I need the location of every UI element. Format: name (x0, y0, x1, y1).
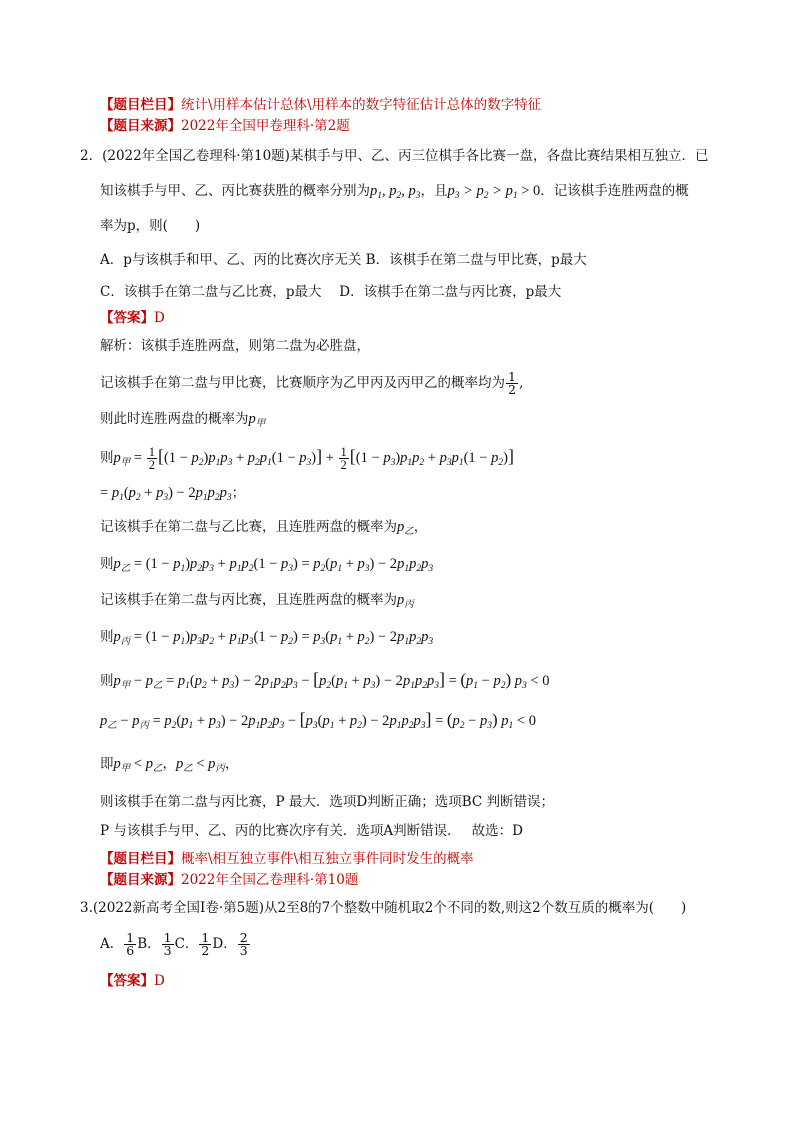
q3-options: A． $\frac{1}{6}$ B． $\frac{1}{3}$ C． $\frac{1}{2}$ D． $\frac{2}{3}$ (100, 930, 248, 958)
q2-option-a-b: A．p与该棋手和甲、乙、丙的比赛次序无关 B．该棋手在第二盘与甲比赛，p最大 (100, 252, 587, 268)
source-tag: 【题目来源】 (100, 118, 181, 134)
q2-stem-line2: 知该棋手与甲、乙、丙比赛获胜的概率分别为$p_1$, $p_2$, $p_3$，且$p_3 > p_2 > p_1 > 0$．记该棋手连胜两盘的概 (100, 183, 689, 201)
q2-stem-line1: 2．(2022年全国乙卷理科·第10题)某棋手与甲、乙、丙三位棋手各比赛一盘，各盘比赛结果相互独立．已 (80, 148, 709, 164)
source-tag: 【题目来源】 (100, 872, 181, 888)
q2-solution-line3: 则此时连胜两盘的概率为$p_甲$ (100, 411, 266, 429)
q2-inequality: 即$p_甲 < p_乙$，$p_乙 < p_丙$， (100, 756, 239, 774)
q3-stem: 3.(2022新高考全国I卷·第5题)从2至8的7个整数中随机取2个不同的数,则这2个数互质的概率为( ) (80, 900, 687, 916)
q3-answer (100, 972, 165, 990)
q2-category (100, 850, 474, 868)
q2-solution-line4: 记该棋手在第二盘与乙比赛，且连胜两盘的概率为$p_乙$， (100, 519, 428, 537)
answer-value: D (154, 310, 165, 326)
q2-solution-line5: 记该棋手在第二盘与丙比赛，且连胜两盘的概率为$p_丙$ (100, 592, 414, 610)
q2-solution-line2: 记该棋手在第二盘与甲比赛，比赛顺序为乙甲丙及丙甲乙的概率均为 $\frac{1}{2}$ , (100, 369, 524, 397)
answer-tag: 【答案】 (100, 310, 154, 326)
q2-source (100, 871, 358, 889)
q1-source (100, 117, 350, 135)
q2-formula-yi: 则$p_乙 = (1 - p_1)p_2p_3 + p_1p_2(1 - p_3) = p_2(p_1 + p_3) - 2p_1p_2p_3$ (100, 556, 434, 574)
q1-category (100, 96, 541, 114)
q2-conclusion-2: P 与该棋手与甲、乙、丙的比赛次序有关．选项A判断错误． 故选：D (100, 823, 523, 839)
category-tag: 【题目栏目】 (100, 851, 181, 867)
answer-value: D (154, 973, 165, 989)
q2-compare-jia-yi: 则$p_甲 - p_乙 = p_1(p_2 + p_3) - 2p_1p_2p_3 - [p_2(p_1 + p_3) - 2p_1p_2p_3] = (p_1 - p_2) p_3 < 0$ (100, 669, 550, 691)
category-text: 统计\用样本估计总体\用样本的数字特征估计总体的数字特征 (181, 97, 542, 113)
answer-tag: 【答案】 (100, 973, 154, 989)
category-tag: 【题目栏目】 (100, 97, 181, 113)
q2-answer (100, 309, 165, 327)
q2-option-c-d: C．该棋手在第二盘与乙比赛，p最大 D．该棋手在第二盘与丙比赛，p最大 (100, 284, 562, 300)
q2-stem-line3: 率为p，则( ) (100, 218, 201, 234)
q2-formula-jia: 则$p_甲$ = $\frac{1}{2}$ $[(1 - p_2)p_1p_3 + p_2p_1(1 - p_3)]$ + $\frac{1}{2}$ $[(1 - p_3)p_1p_2 + p_3p_1(1 - p_2)]$ (100, 445, 514, 472)
q2-compare-yi-bing: $p_乙 - p_丙 = p_2(p_1 + p_3) - 2p_1p_2p_3 - [p_3(p_1 + p_2) - 2p_1p_2p_3] = (p_2 - p_3) p_1 < 0$ (100, 709, 536, 731)
q2-solution-line1: 解析：该棋手连胜两盘，则第二盘为必胜盘， (100, 338, 370, 354)
q2-formula-bing: 则$p_丙 = (1 - p_1)p_3p_2 + p_1p_3(1 - p_2) = p_3(p_1 + p_2) - 2p_1p_2p_3$ (100, 629, 434, 647)
source-text: 2022年全国乙卷理科·第10题 (181, 872, 359, 888)
q2-conclusion-1: 则该棋手在第二盘与丙比赛，P 最大．选项D判断正确；选项BC 判断错误； (100, 794, 554, 810)
source-text: 2022年全国甲卷理科·第2题 (181, 118, 350, 134)
q2-formula-jia-result: = $p_1(p_2 + p_3) - 2p_1p_2p_3$； (100, 485, 246, 503)
category-text: 概率\相互独立事件\相互独立事件同时发生的概率 (181, 851, 474, 867)
